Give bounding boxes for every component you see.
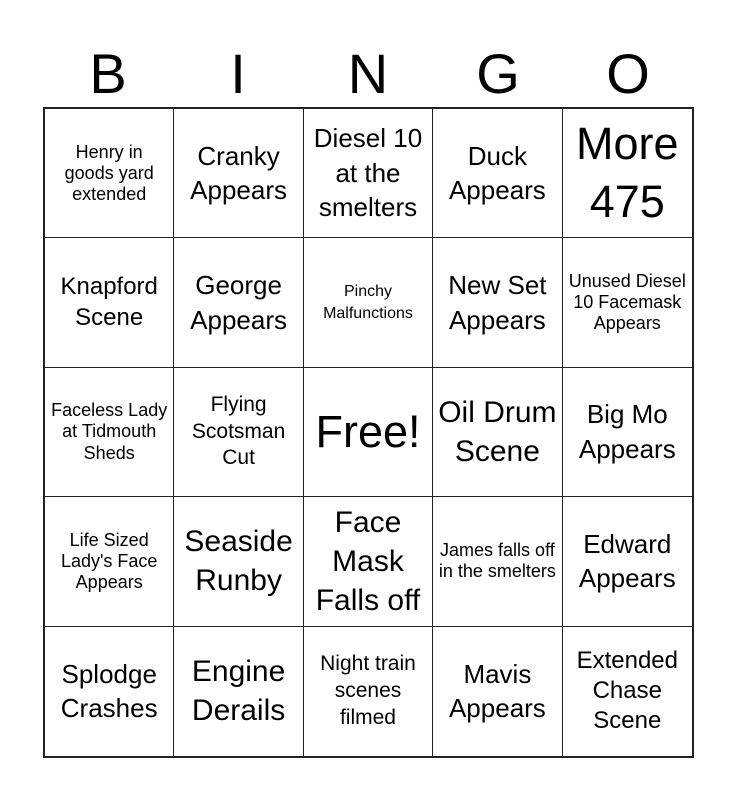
cell-text: Faceless Lady at Tidmouth Sheds (51, 400, 168, 463)
bingo-cell[interactable] (433, 497, 562, 626)
bingo-cell[interactable] (45, 368, 174, 497)
header-letter-o: O (606, 42, 650, 105)
cell-text: Big Mo Appears (578, 399, 676, 464)
bingo-cell[interactable] (433, 368, 562, 497)
bingo-cell[interactable] (174, 368, 303, 497)
cell-text: Flying Scotsman Cut (191, 393, 286, 470)
free-space: Free! (315, 405, 421, 457)
header-letter-n: N (347, 42, 389, 105)
bingo-cell[interactable] (45, 497, 174, 626)
bingo-cell[interactable] (304, 238, 433, 367)
cell-text: New Set Appears (448, 270, 547, 335)
bingo-cell[interactable] (174, 627, 303, 756)
bingo-cell[interactable] (45, 627, 174, 756)
bingo-cell[interactable] (563, 368, 692, 497)
cell-text: Edward Appears (578, 528, 676, 594)
cell-text: More 475 (576, 117, 679, 228)
bingo-cell[interactable] (563, 627, 692, 756)
bingo-cell[interactable] (304, 109, 433, 238)
bingo-cell[interactable] (563, 109, 692, 238)
header-letter-i: I (230, 42, 246, 105)
cell-text: Duck Appears (448, 140, 546, 206)
cell-text: Seaside Runby (184, 525, 293, 598)
header-letter-b: B (89, 42, 127, 105)
bingo-cell[interactable] (174, 109, 303, 238)
bingo-cell[interactable] (304, 627, 433, 756)
bingo-cell[interactable] (433, 627, 562, 756)
cell-text: Cranky Appears (190, 140, 288, 206)
cell-text: Diesel 10 at the smelters (313, 123, 423, 223)
bingo-cell[interactable] (563, 497, 692, 626)
cell-text: Face Mask Falls off (315, 505, 421, 617)
bingo-header (43, 40, 693, 108)
cell-text: Night train scenes filmed (320, 652, 416, 729)
cell-text: Engine Derails (191, 655, 286, 728)
bingo-cell[interactable] (433, 109, 562, 238)
cell-text: Henry in goods yard extended (64, 141, 154, 204)
cell-text: George Appears (190, 270, 288, 335)
bingo-cell[interactable] (174, 497, 303, 626)
cell-text: Oil Drum Scene (438, 395, 557, 468)
bingo-cell[interactable] (45, 109, 174, 238)
cell-text: Splodge Crashes (60, 658, 158, 724)
header-letter-g: G (476, 42, 520, 105)
cell-text: Unused Diesel 10 Facemask Appears (568, 271, 686, 334)
bingo-cell[interactable] (563, 238, 692, 367)
bingo-cell[interactable] (174, 238, 303, 367)
cell-text: Pinchy Malfunctions (323, 282, 413, 322)
bingo-cell[interactable] (433, 238, 562, 367)
cell-text: Knapford Scene (60, 273, 158, 331)
bingo-cell[interactable] (45, 238, 174, 367)
bingo-cell[interactable] (304, 368, 433, 497)
bingo-cell[interactable] (304, 497, 433, 626)
cell-text: Life Sized Lady's Face Appears (60, 529, 158, 592)
cell-text: Mavis Appears (448, 658, 546, 724)
bingo-board (43, 107, 694, 758)
cell-text: Extended Chase Scene (576, 646, 678, 735)
cell-text: James falls off in the smelters (438, 540, 556, 582)
